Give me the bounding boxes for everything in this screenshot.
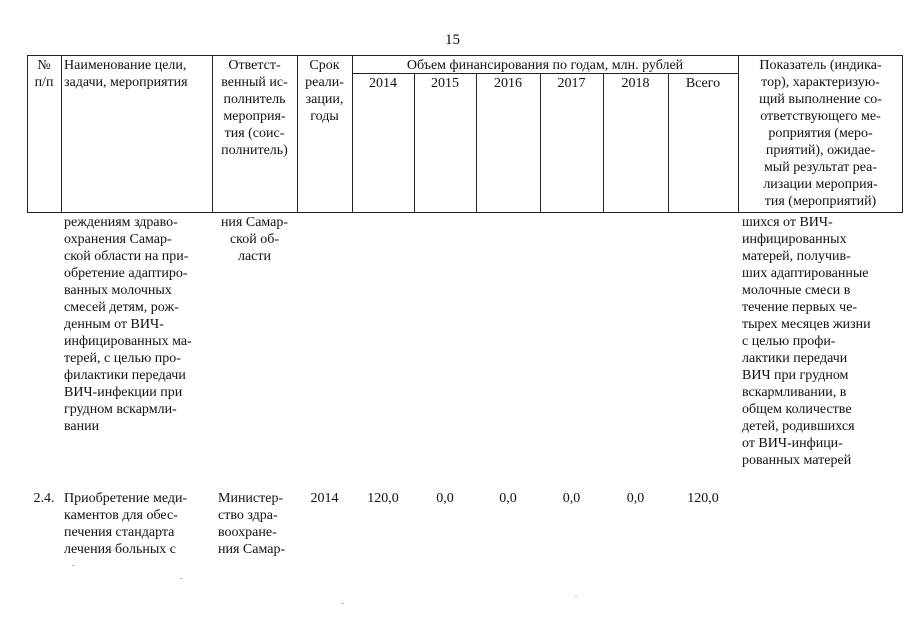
row-value-2015: 0,0 (436, 491, 454, 506)
header-col-line (61, 55, 62, 213)
continuation-name-text: реждениям здраво- охранения Самар- ской области на при- обретение адаптиро- ванных молочных смесей детям, рож- денным от ВИЧ- инфицированных ма- терей, с целью про- филактики передачи ВИЧ-инфекции при грудном вскармли- вании (64, 215, 192, 434)
header-col-line (668, 73, 669, 213)
header-number: № п/п (34, 58, 54, 90)
header-responsible: Ответст- венный ис- полнитель мероприя- тия (соис- полнитель) (221, 58, 288, 158)
header-col-line (738, 55, 739, 213)
row-value-2018: 0,0 (626, 491, 645, 506)
continuation-responsible-text: ния Самар- ской об- ласти (220, 215, 289, 264)
row-value-2016: 0,0 (499, 491, 517, 506)
header-year: 2015 (431, 76, 459, 91)
header-funding: Объем финансирования по годам, млн. рублей (406, 58, 684, 73)
header-year: 2016 (494, 76, 522, 91)
header-bottom-border (27, 212, 903, 213)
header-year: 2014 (369, 76, 397, 91)
continuation-indicator-text: шихся от ВИЧ- инфицированных матерей, получив- ших адаптированные молочные смеси в течение первых че- тырех месяцев жизни с целью профи- лактики передачи ВИЧ при грудном вскармливании, в общем количестве детей, родившихся от ВИЧ-инфици- рованных матерей (742, 215, 871, 468)
row-value-2014: 120,0 (367, 491, 399, 506)
page-number: 15 (445, 32, 460, 48)
scan-speck (575, 596, 577, 597)
row-period: 2014 (310, 491, 339, 506)
table-top-border (27, 55, 903, 56)
header-col-line (540, 73, 541, 213)
header-total: Всего (685, 76, 721, 91)
header-year: 2018 (621, 76, 650, 91)
header-col-line (603, 73, 604, 213)
row-number: 2.4. (33, 491, 55, 506)
header-name: Наименование цели, задачи, мероприятия (64, 58, 188, 90)
header-col-line (476, 73, 477, 213)
scan-speck (72, 565, 74, 566)
scan-speck (180, 578, 182, 579)
row-value-total: 120,0 (687, 491, 719, 506)
header-year: 2017 (557, 76, 586, 91)
row-value-2017: 0,0 (562, 491, 581, 506)
scan-speck (342, 603, 344, 604)
header-col-line (414, 73, 415, 213)
header-period: Срок реали- зации, годы (305, 58, 344, 124)
row-responsible: Министер- ство здра- воохране- ния Самар- (218, 491, 286, 557)
header-indicator: Показатель (индика- тор), характеризую- щий выполнение со- ответствующего ме- роприятия (меро- приятий), ожидае- мый результат реа- лизации мероприя- тия (мероприятий) (759, 58, 882, 209)
row-name: Приобретение меди- каментов для обес- печения стандарта лечения больных с (64, 491, 188, 557)
header-col-line (902, 55, 903, 213)
